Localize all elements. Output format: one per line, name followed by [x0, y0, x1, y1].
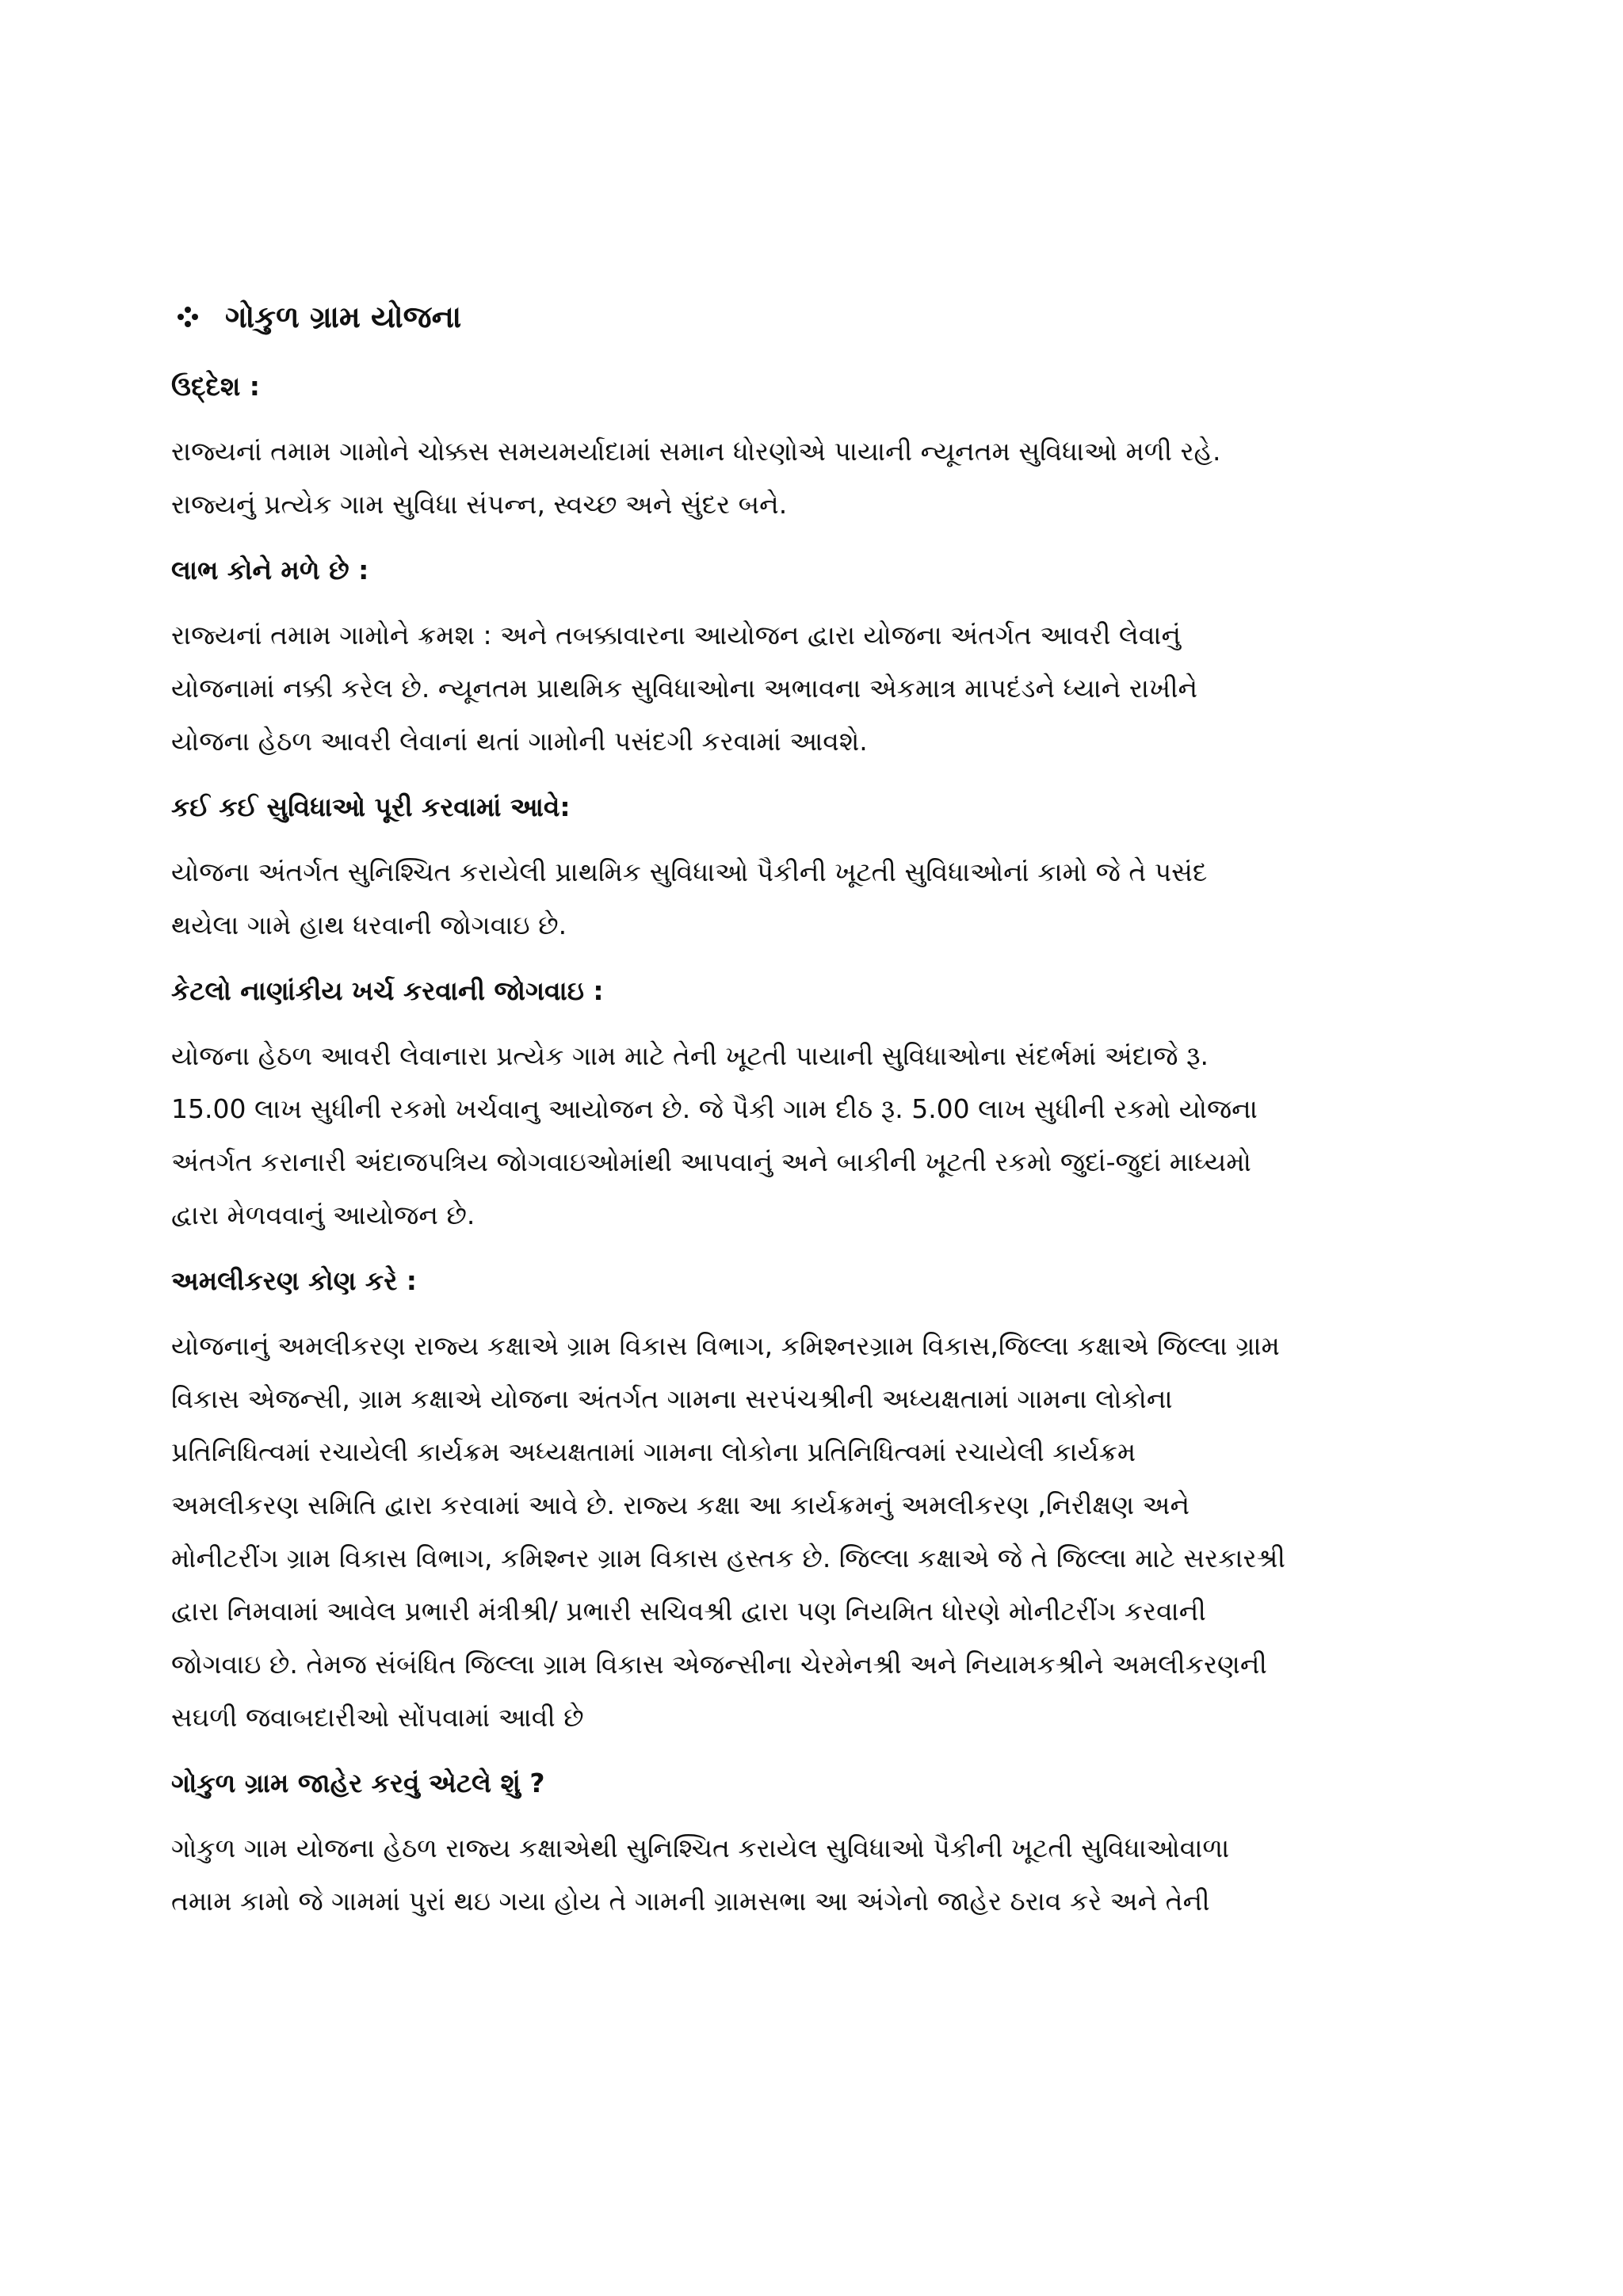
paragraph-line: યોજના અંતર્ગત સુનિશ્ચિત કરાયેલી પ્રાથમિક સુવિધાઓ પૈકીની ખૂટતી સુવિધાઓનાં કામો જે તે પસંદ	[171, 856, 1208, 887]
diamond-dots-bullet-icon	[178, 307, 198, 327]
paragraph-line: તમામ કામો જે ગામમાં પુરાં થઇ ગયા હોય તે ગામની ગ્રામસભા આ અંગેનો જાહેર ઠરાવ કરે અને તેની	[171, 1886, 1210, 1917]
paragraph-line: રાજ્યનાં તમામ ગામોને ચોક્કસ સમયમર્યાદામાં સમાન ધોરણોએ પાયાની ન્યૂનતમ સુવિધાઓ મળી રહે.	[171, 436, 1221, 467]
paragraph-line: રાજ્યનું પ્રત્યેક ગામ સુવિધા સંપન્ન, સ્વચ્છ અને સુંદર બને.	[171, 489, 788, 520]
paragraph-line: દ્વારા નિમવામાં આવેલ પ્રભારી મંત્રીશ્રી/ પ્રભારી સચિવશ્રી દ્વારા પણ નિયમિત ધોરણે મોનીટરીંગ કરવાની	[171, 1596, 1206, 1627]
section-heading: ઉદ્દેશ :	[171, 371, 260, 402]
paragraph-line: અમલીકરણ સમિતિ દ્વારા કરવામાં આવે છે. રાજ્ય કક્ષા આ કાર્યક્રમનું અમલીકરણ ,નિરીક્ષણ અને	[171, 1489, 1190, 1520]
document-title: ગોકુળ ગ્રામ યોજના	[225, 299, 462, 334]
section-heading: કેટલો નાણાંકીય ખર્ચ કરવાની જોગવાઇ :	[171, 975, 604, 1006]
paragraph-line: પ્રતિનિધિત્વમાં રચાયેલી કાર્યક્રમ અધ્યક્ષતામાં ગામના લોકોના પ્રતિનિધિત્વમાં રચાયેલી કાર્યક્રમ	[171, 1436, 1136, 1467]
section-heading: કઈ કઈ સુવિધાઓ પૂરી કરવામાં આવે:	[171, 791, 571, 822]
section-paragraph	[171, 1319, 1455, 1744]
paragraph-line: જોગવાઇ છે. તેમજ સંબંધિત જિલ્લા ગ્રામ વિકાસ એજન્સીના ચેરમેનશ્રી અને નિયામકશ્રીને અમલીકરણની	[171, 1649, 1267, 1680]
paragraph-line: અંતર્ગત કરાનારી અંદાજપત્રિય જોગવાઇઓમાંથી આપવાનું અને બાકીની ખૂટતી રકમો જુદાં-જુદાં માધ્યમો	[171, 1146, 1251, 1177]
section-heading: અમલીકરણ કોણ કરે :	[171, 1265, 417, 1296]
section-facilities	[171, 785, 1455, 952]
section-paragraph	[171, 1821, 1455, 1928]
section-paragraph	[171, 1029, 1455, 1241]
paragraph-line: મોનીટરીંગ ગ્રામ વિકાસ વિભાગ, કમિશ્નર ગ્રામ વિકાસ હસ્તક છે. જિલ્લા કક્ષાએ જે તે જિલ્લા માટે સરકારશ્રી	[171, 1543, 1285, 1573]
section-beneficiaries	[171, 548, 1455, 768]
section-objective	[171, 364, 1455, 531]
paragraph-line: થયેલા ગામે હાથ ધરવાની જોગવાઇ છે.	[171, 910, 567, 940]
section-gokul-gram-declaration	[171, 1761, 1455, 1928]
section-implementation	[171, 1259, 1455, 1744]
paragraph-line: ગોકુળ ગામ યોજના હેઠળ રાજ્ય કક્ષાએથી સુનિશ્ચિત કરાયેલ સુવિધાઓ પૈકીની ખૂટતી સુવિધાઓવાળા	[171, 1833, 1230, 1863]
paragraph-line: 15.00 લાખ સુધીની રકમો ખર્ચવાનુ આયોજન છે. જે પૈકી ગામ દીઠ રૂ. 5.00 લાખ સુધીની રકમો યોજના	[171, 1093, 1258, 1124]
paragraph-line: સઘળી જવાબદારીઓ સોંપવામાં આવી છે	[171, 1702, 584, 1733]
section-paragraph	[171, 425, 1455, 531]
document-title-row	[171, 293, 1455, 341]
paragraph-line: યોજનામાં નક્કી કરેલ છે. ન્યૂનતમ પ્રાથમિક સુવિધાઓના અભાવના એકમાત્ર માપદંડને ધ્યાને રાખીને	[171, 673, 1198, 704]
section-heading: ગોકુળ ગ્રામ જાહેર કરવું એટલે શું ?	[171, 1768, 545, 1798]
paragraph-line: યોજનાનું અમલીકરણ રાજ્ય કક્ષાએ ગ્રામ વિકાસ વિભાગ, કમિશ્નરગ્રામ વિકાસ,જિલ્લા કક્ષાએ જિલ્લા ગ્રામ	[171, 1330, 1280, 1361]
paragraph-line: દ્વારા મેળવવાનું આયોજન છે.	[171, 1199, 475, 1230]
paragraph-line: વિકાસ એજન્સી, ગ્રામ કક્ષાએ યોજના અંતર્ગત ગામના સરપંચશ્રીની અધ્યક્ષતામાં ગામના લોકોના	[171, 1383, 1173, 1414]
section-paragraph	[171, 845, 1455, 952]
document-content	[171, 293, 1455, 1945]
section-paragraph	[171, 608, 1455, 768]
paragraph-line: રાજ્યનાં તમામ ગામોને ક્રમશ : અને તબક્કાવારના આયોજન દ્વારા યોજના અંતર્ગત આવરી લેવાનું	[171, 620, 1182, 650]
paragraph-line: યોજના હેઠળ આવરી લેવાનાં થતાં ગામોની પસંદગી કરવામાં આવશે.	[171, 726, 868, 757]
section-heading: લાભ કોને મળે છે :	[171, 555, 369, 585]
section-financial-provision	[171, 969, 1455, 1241]
paragraph-line: યોજના હેઠળ આવરી લેવાનારા પ્રત્યેક ગામ માટે તેની ખૂટતી પાયાની સુવિધાઓના સંદર્ભમાં અંદાજે રૂ.	[171, 1040, 1209, 1071]
